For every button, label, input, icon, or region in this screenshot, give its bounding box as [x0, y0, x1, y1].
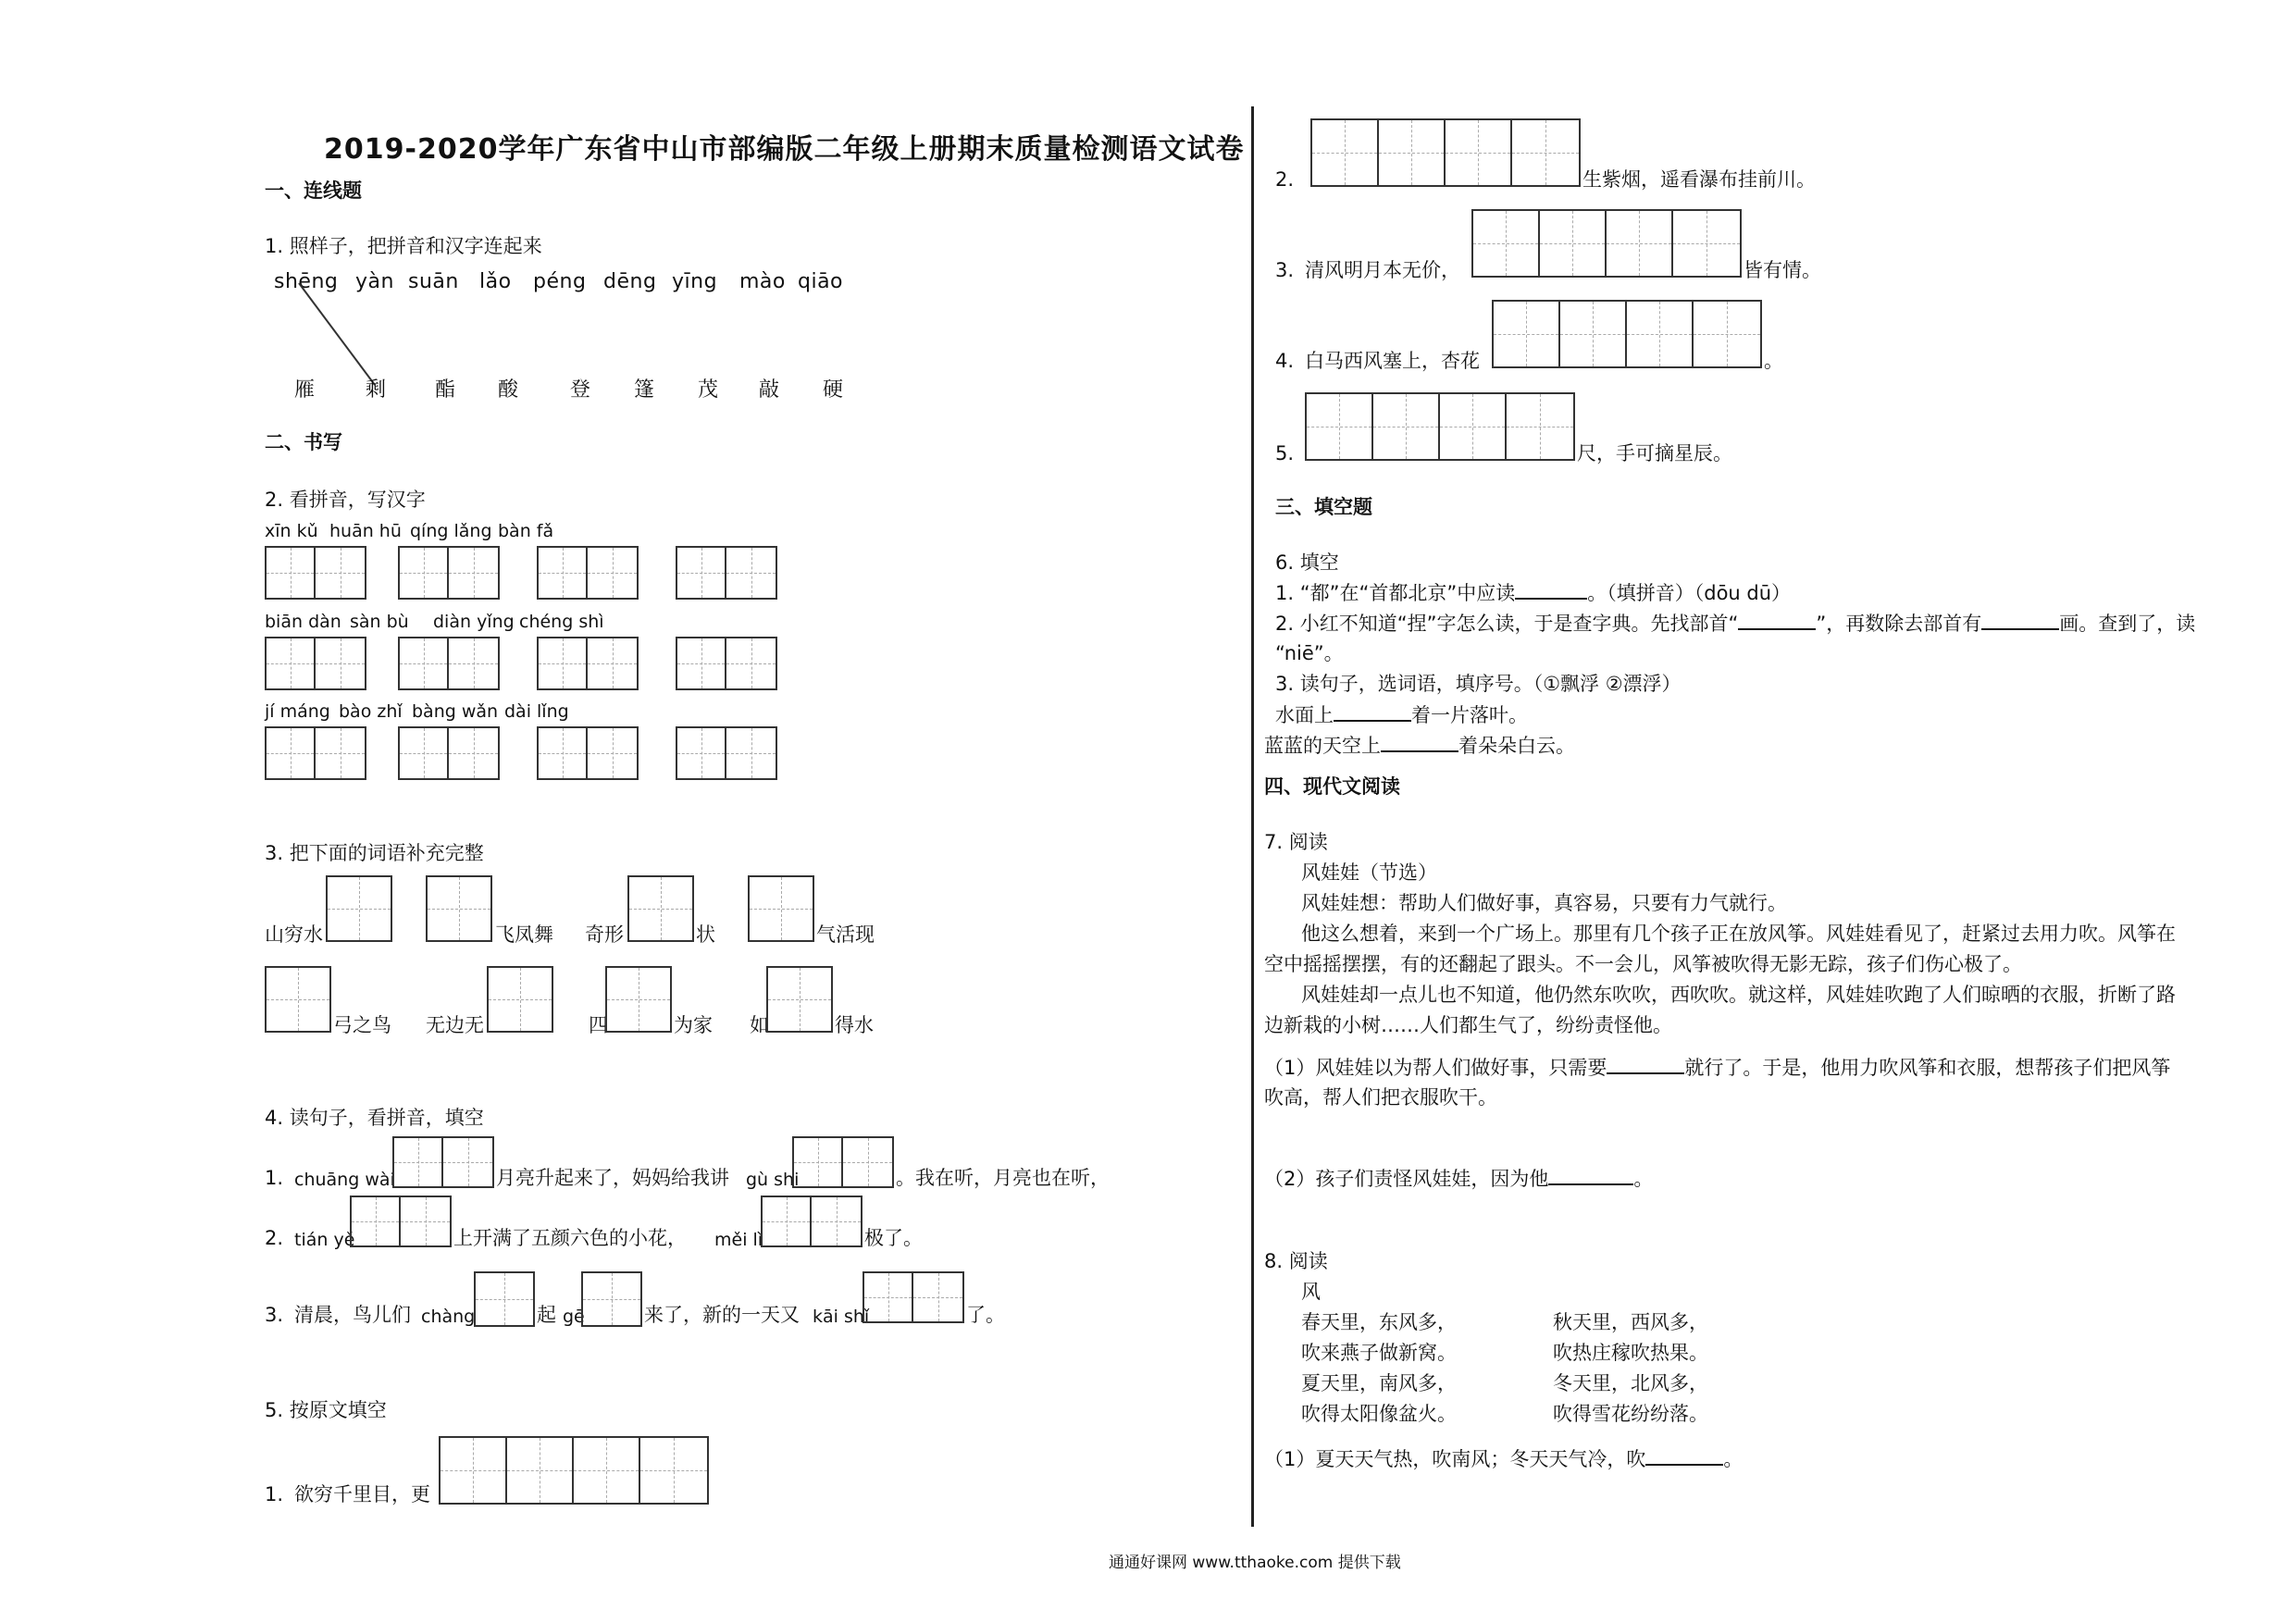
column-divider	[1251, 106, 1254, 1527]
q2-pinyin: bào zhǐ	[339, 701, 403, 722]
q8-prompt: 8. 阅读	[1264, 1250, 1328, 1272]
inline-pinyin: kāi shǐ	[813, 1307, 870, 1327]
q6-item-3b	[1264, 736, 1575, 756]
idiom-text: 状	[696, 923, 715, 946]
answer-blank[interactable]	[1515, 583, 1587, 600]
q3-prompt: 3. 把下面的词语补充完整	[265, 842, 484, 864]
writing-grid[interactable]	[1492, 300, 1762, 368]
writing-grid[interactable]	[1310, 118, 1581, 187]
poem-text: 皆有情。	[1744, 259, 1821, 281]
q8-text: 。	[1723, 1448, 1744, 1470]
idiom-box[interactable]	[766, 966, 833, 1033]
inline-pinyin: chuāng wài	[294, 1170, 395, 1190]
poem-text: 尺，手可摘星辰。	[1577, 442, 1732, 465]
writing-grid[interactable]	[537, 637, 639, 690]
q2-pinyin: jí máng	[265, 701, 330, 722]
q2-pinyin: qíng lǎng	[410, 521, 492, 541]
hanzi-item: 篷	[634, 378, 655, 402]
writing-grid[interactable]	[537, 726, 639, 780]
poem-line: 吹来燕子做新窝。	[1301, 1342, 1457, 1364]
poem-line: 冬天里，北风多，	[1553, 1372, 1708, 1394]
q7-paragraph: 风娃娃却一点儿也不知道，他仍然东吹吹，西吹吹。就这样，风娃娃吹跑了人们晾晒的衣服，折断了路	[1301, 984, 2176, 1006]
idiom-text: 山穷水	[265, 923, 323, 946]
q4-prompt: 4. 读句子，看拼音，填空	[265, 1107, 484, 1129]
writing-grid[interactable]	[398, 637, 500, 690]
poem-text: 清风明月本无价，	[1305, 259, 1460, 281]
sentence-text: 。我在听，月亮也在听，	[896, 1167, 1110, 1189]
idiom-text: 四	[589, 1014, 608, 1036]
hanzi-item: 敲	[759, 378, 780, 402]
pinyin-item: dēng	[603, 270, 657, 293]
writing-grid[interactable]	[265, 546, 366, 600]
q7-paragraph: 空中摇摇摆摆，有的还翻起了跟头。不一会儿，风筝被吹得无影无踪，孩子们伤心极了。	[1264, 953, 2022, 975]
page-title: 2019-2020学年广东省中山市部编版二年级上册期末质量检测语文试卷	[324, 133, 1245, 166]
q8-poem-title: 风	[1301, 1281, 1321, 1303]
sentence-text: 上开满了五颜六色的小花，	[453, 1227, 687, 1249]
q6-text: 1. “都”在“首都北京”中应读	[1275, 582, 1516, 604]
writing-grid[interactable]	[863, 1271, 964, 1323]
q5-prompt: 5. 按原文填空	[265, 1399, 387, 1421]
writing-grid[interactable]	[676, 637, 777, 690]
line-number: 2.	[265, 1227, 284, 1249]
sentence-text: 了。	[966, 1304, 1005, 1326]
answer-blank[interactable]	[1645, 1449, 1723, 1466]
poem-line: 秋天里，西风多，	[1553, 1311, 1708, 1333]
pinyin-item: yīng	[672, 270, 718, 293]
poem-text: 白马西风塞上，杏花	[1305, 350, 1480, 372]
line-number: 1.	[265, 1167, 284, 1189]
idiom-text: 为家	[674, 1014, 713, 1036]
answer-blank[interactable]	[1334, 705, 1411, 722]
q7-question-1	[1264, 1058, 2170, 1078]
q7-text: 就行了。于是，他用力吹风筝和衣服，想帮孩子们把风筝	[1684, 1057, 2171, 1079]
idiom-box[interactable]	[748, 875, 814, 942]
idiom-box[interactable]	[326, 875, 392, 942]
poem-text: 生紫烟，遥看瀑布挂前川。	[1582, 168, 1816, 191]
poem-text: 。	[1764, 350, 1783, 372]
q6-item-2	[1275, 613, 2195, 634]
inline-pinyin: gù shi	[746, 1170, 800, 1190]
q2-pinyin: sàn bù	[350, 612, 409, 632]
q7-text: （2）孩子们责怪风娃娃，因为他	[1264, 1168, 1549, 1190]
q2-prompt: 2. 看拼音，写汉字	[265, 489, 426, 511]
answer-blank[interactable]	[1738, 613, 1816, 630]
poem-line: 春天里，东风多，	[1301, 1311, 1457, 1333]
inline-pinyin: tián yě	[294, 1230, 355, 1250]
pinyin-item: lǎo	[479, 270, 512, 293]
q2-pinyin: xīn kǔ	[265, 521, 318, 541]
idiom-text: 飞凤舞	[495, 923, 553, 946]
writing-grid[interactable]	[676, 726, 777, 780]
sentence-text: 来了，新的一天又	[644, 1304, 800, 1326]
hanzi-item: 酯	[435, 378, 456, 402]
q2-pinyin: bàn fǎ	[498, 521, 554, 541]
idiom-text: 得水	[835, 1014, 874, 1036]
poem-line: 吹得太阳像盆火。	[1301, 1403, 1457, 1425]
q7-prompt: 7. 阅读	[1264, 831, 1328, 853]
q2-pinyin: biān dàn	[265, 612, 341, 632]
idiom-box[interactable]	[265, 966, 331, 1033]
hanzi-item: 酸	[498, 378, 519, 402]
sentence-text: 极了。	[864, 1227, 923, 1249]
inline-pinyin: měi lì	[714, 1230, 763, 1250]
idiom-box[interactable]	[627, 875, 694, 942]
writing-grid[interactable]	[350, 1196, 452, 1247]
q6-text: 画。查到了，读	[2059, 613, 2196, 635]
idiom-text: 奇形	[585, 923, 624, 946]
pinyin-item: qiāo	[798, 270, 844, 293]
line-number: 5.	[1275, 442, 1295, 465]
poem-line: 夏天里，南风多，	[1301, 1372, 1457, 1394]
q6-text: 着朵朵白云。	[1458, 735, 1575, 757]
sentence-text: 起	[537, 1304, 556, 1326]
q2-pinyin: diàn yǐng	[433, 612, 515, 632]
q7-text: 吹高，帮人们把衣服吹干。	[1264, 1086, 1497, 1109]
q2-pinyin: chéng shì	[519, 612, 604, 632]
poem-text: 欲穷千里目，更	[294, 1483, 430, 1505]
writing-box[interactable]	[581, 1271, 642, 1327]
idiom-box[interactable]	[426, 875, 492, 942]
section-heading-fill: 三、填空题	[1275, 496, 1372, 518]
answer-blank[interactable]	[1381, 736, 1458, 752]
idiom-text: 弓之鸟	[333, 1014, 391, 1036]
q6-text: 3. 读句子，选词语，填序号。（①飘浮 ②漂浮）	[1275, 673, 1682, 695]
section-heading-matching: 一、连线题	[265, 180, 362, 202]
section-heading-writing: 二、书写	[265, 431, 342, 453]
writing-grid[interactable]	[761, 1196, 863, 1247]
pinyin-item: péng	[533, 270, 587, 293]
poem-line: 吹得雪花纷纷落。	[1553, 1403, 1708, 1425]
q7-passage-title: 风娃娃（节选）	[1301, 861, 1437, 884]
line-number: 4.	[1275, 350, 1295, 372]
answer-blank[interactable]	[1981, 613, 2059, 630]
q6-prompt: 6. 填空	[1275, 551, 1339, 574]
idiom-text: 无边无	[426, 1014, 484, 1036]
writing-grid[interactable]	[1471, 209, 1742, 278]
pinyin-item: suān	[408, 270, 459, 293]
q2-pinyin: huān hū	[329, 521, 402, 541]
answer-blank[interactable]	[1548, 1169, 1633, 1185]
sentence-text: 月亮升起来了，妈妈给我讲	[496, 1167, 729, 1189]
q6-text: “niē”。	[1275, 642, 1344, 664]
writing-grid[interactable]	[392, 1136, 494, 1188]
q6-text: 蓝蓝的天空上	[1264, 735, 1381, 757]
line-number: 2.	[1275, 168, 1295, 191]
q6-text: 2. 小红不知道“捏”字怎么读，于是查字典。先找部首“	[1275, 613, 1739, 635]
footer-credit: 通通好课网 www.tthaoke.com 提供下载	[1109, 1554, 1401, 1572]
writing-grid[interactable]	[537, 546, 639, 600]
writing-grid[interactable]	[265, 637, 366, 690]
writing-box[interactable]	[474, 1271, 535, 1327]
line-number: 1.	[265, 1483, 284, 1505]
pinyin-item: shēng	[274, 270, 339, 293]
line-number: 3.	[1275, 259, 1295, 281]
q7-text: 。	[1633, 1168, 1654, 1190]
writing-grid[interactable]	[398, 546, 500, 600]
answer-blank[interactable]	[1607, 1058, 1684, 1074]
q8-text: （1）夏天天气热，吹南风；冬天天气冷，吹	[1264, 1448, 1646, 1470]
hanzi-item: 剩	[366, 378, 387, 402]
poem-line: 吹热庄稼吹热果。	[1553, 1342, 1708, 1364]
writing-grid[interactable]	[792, 1136, 894, 1188]
idiom-text: 气活现	[816, 923, 875, 946]
q1-prompt: 1. 照样子，把拼音和汉字连起来	[265, 235, 542, 257]
sentence-text: 清晨，鸟儿们	[294, 1304, 411, 1326]
writing-grid[interactable]	[439, 1436, 709, 1505]
idiom-box[interactable]	[487, 966, 553, 1033]
pinyin-item: yàn	[355, 270, 394, 293]
hanzi-item: 雁	[294, 378, 316, 402]
inline-pinyin: gē	[563, 1307, 585, 1327]
q8-question-1	[1264, 1449, 1743, 1469]
q7-paragraph: 他这么想着，来到一个广场上。那里有几个孩子正在放风筝。风娃娃看见了，赶紧过去用力吹。风筝在	[1301, 923, 2176, 945]
section-heading-reading: 四、现代文阅读	[1264, 775, 1400, 798]
q2-pinyin: dài lǐng	[504, 701, 569, 722]
hanzi-item: 茂	[698, 378, 719, 402]
hanzi-item: 硬	[823, 378, 844, 402]
q7-text: （1）风娃娃以为帮人们做好事，只需要	[1264, 1057, 1607, 1079]
q7-question-2	[1264, 1169, 1653, 1189]
idiom-text: 如	[750, 1014, 769, 1036]
q6-item-3a	[1275, 705, 1528, 725]
idiom-box[interactable]	[605, 966, 672, 1033]
q6-text: 水面上	[1275, 704, 1334, 726]
writing-grid[interactable]	[265, 726, 366, 780]
inline-pinyin: chàng	[421, 1307, 476, 1327]
writing-grid[interactable]	[398, 726, 500, 780]
q2-pinyin: bàng wǎn	[412, 701, 499, 722]
q6-text: 。（填拼音）（dōu dū）	[1587, 582, 1792, 604]
writing-grid[interactable]	[1305, 392, 1575, 461]
q6-text: 着一片落叶。	[1411, 704, 1528, 726]
line-number: 3.	[265, 1304, 284, 1326]
writing-grid[interactable]	[676, 546, 777, 600]
q6-text: ”，再数除去部首有	[1816, 613, 1982, 635]
q6-item-1	[1275, 583, 1791, 603]
pinyin-item: mào	[739, 270, 786, 293]
hanzi-item: 登	[570, 378, 591, 402]
q7-paragraph: 边新栽的小树……人们都生气了，纷纷责怪他。	[1264, 1014, 1672, 1036]
q7-paragraph: 风娃娃想：帮助人们做好事，真容易，只要有力气就行。	[1301, 892, 1787, 914]
